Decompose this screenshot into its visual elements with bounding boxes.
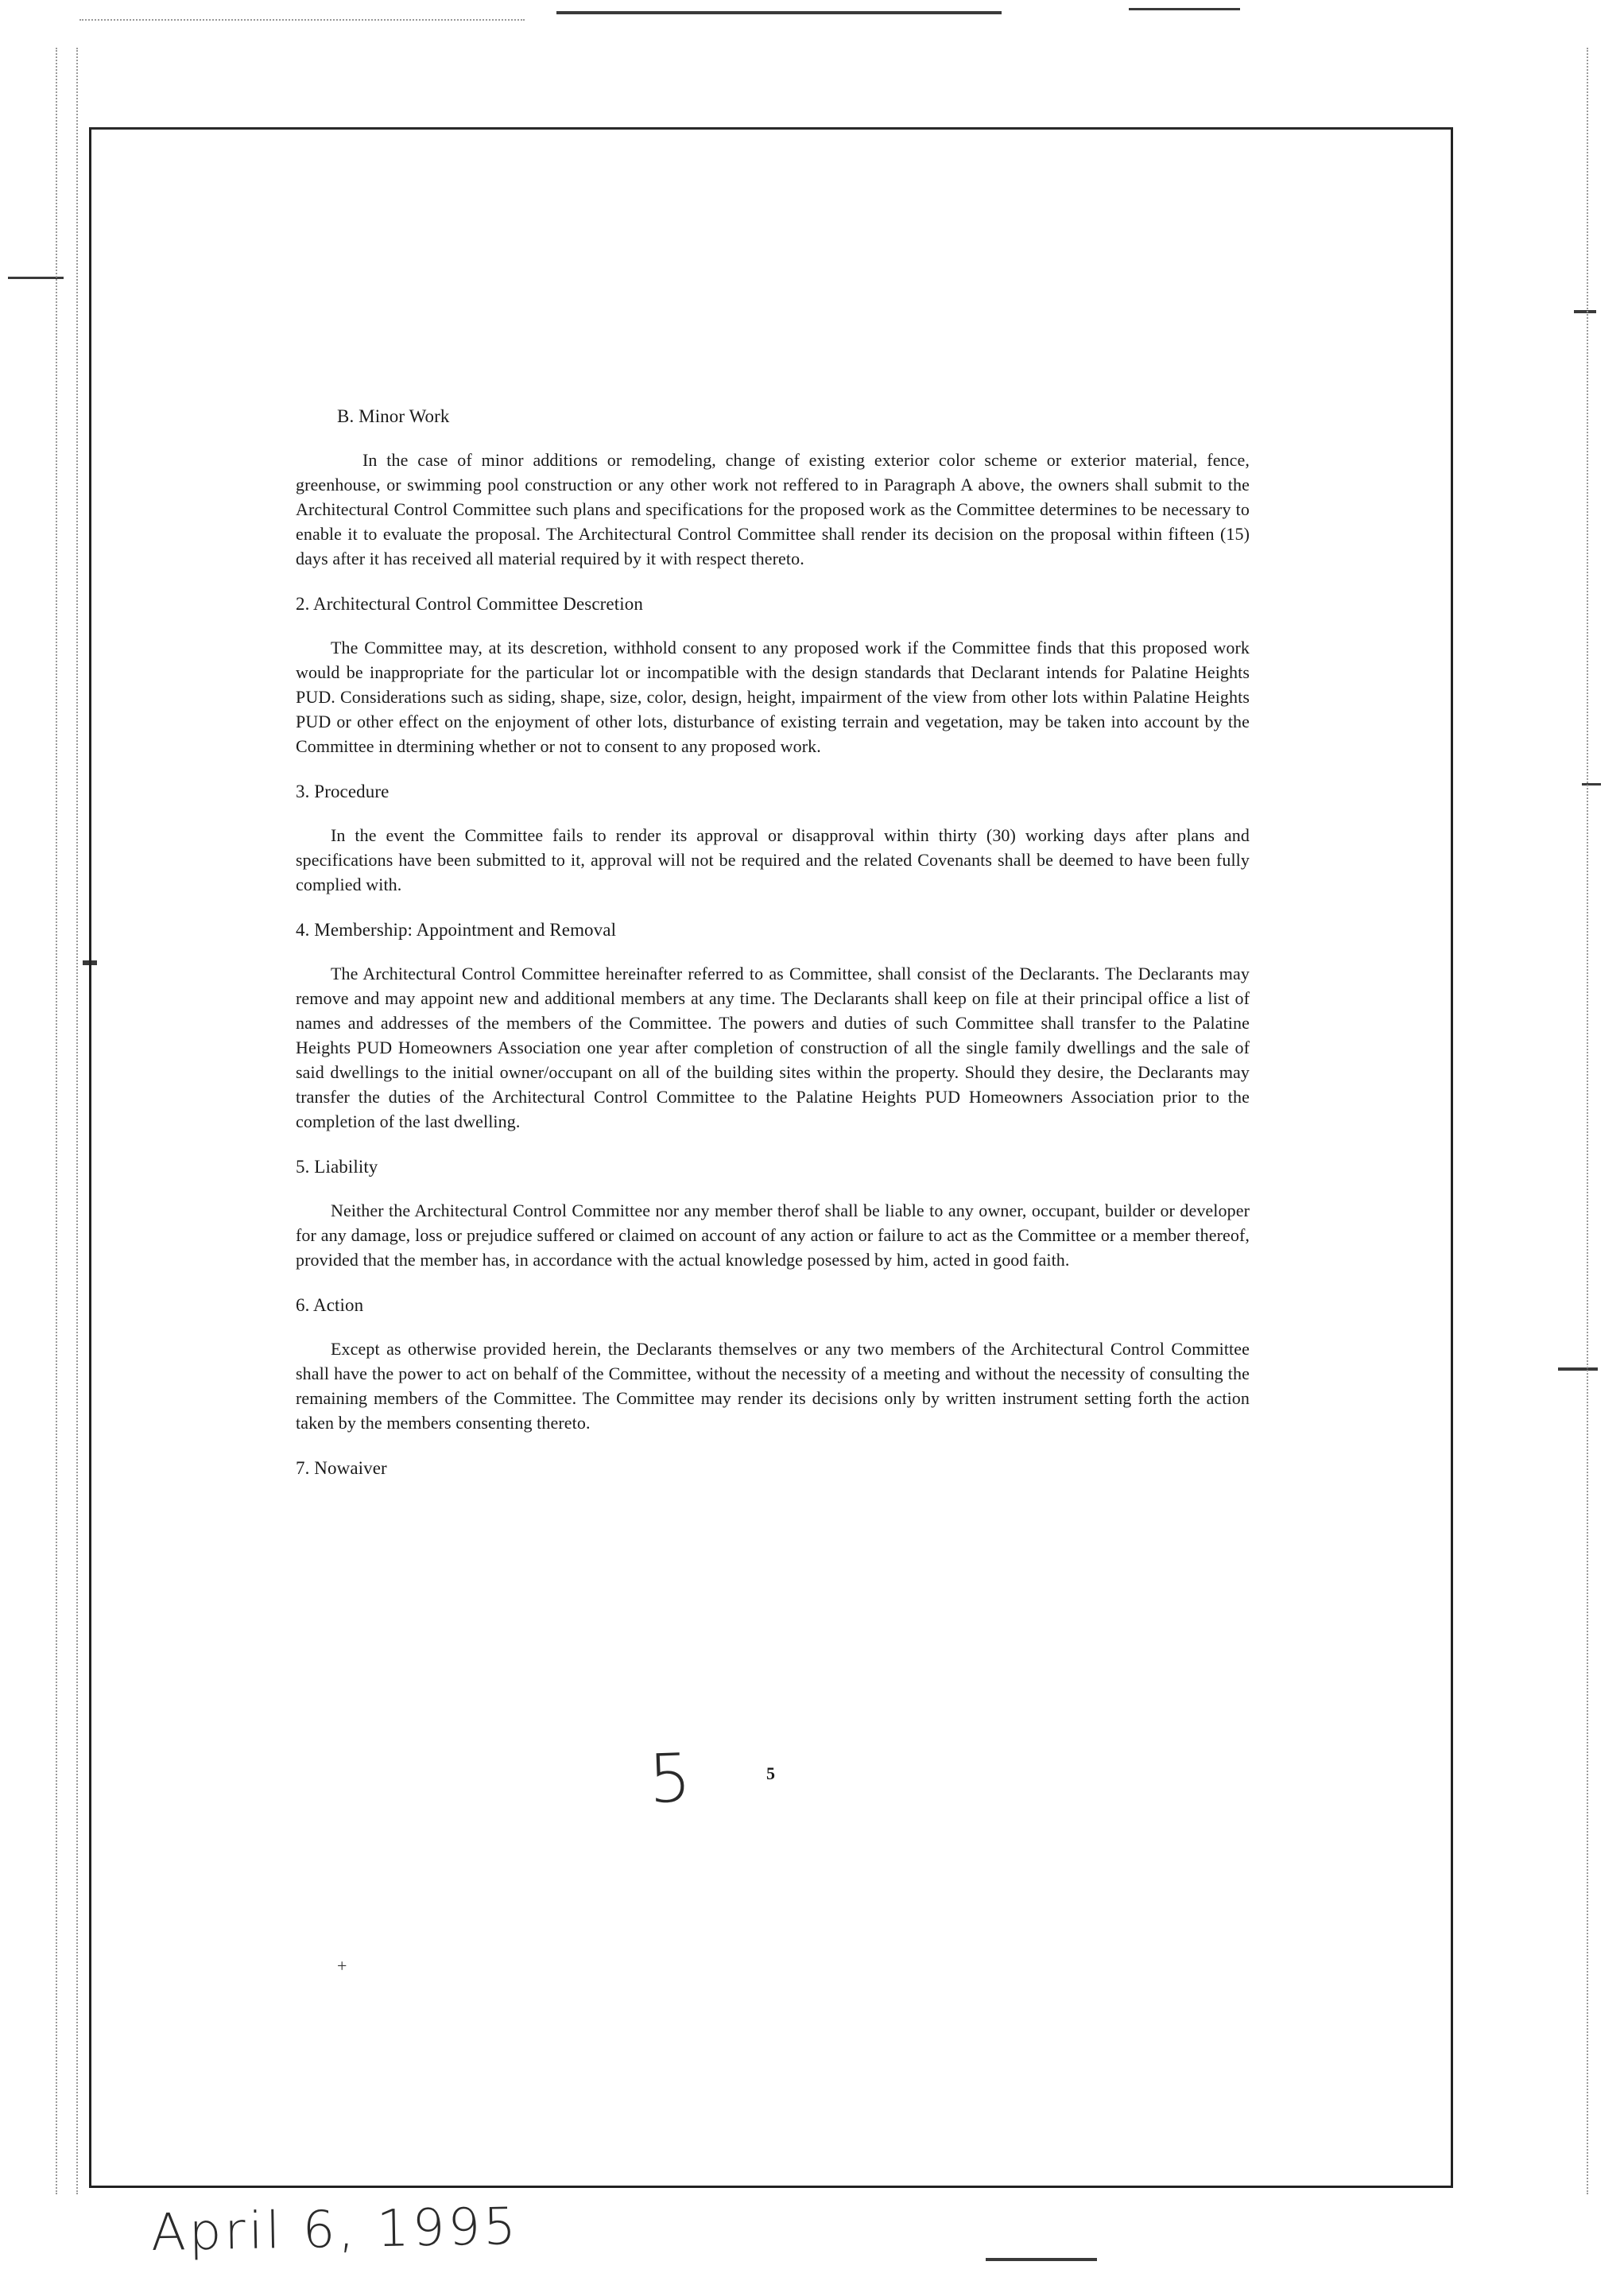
scan-dotted-top — [79, 19, 525, 21]
scan-dotted-left-2 — [76, 48, 78, 2194]
scan-artifact-plus: + — [337, 1956, 347, 1976]
section-heading-committee-descretion: 2. Architectural Control Committee Descretion — [296, 594, 643, 614]
section-heading-minor-work: B. Minor Work — [337, 406, 450, 426]
page-number-printed: 5 — [766, 1763, 775, 1783]
section-text-minor-work: In the case of minor additions or remodeling, change of existing exterior color scheme or exterior material, fence, greenhouse, or swimming pool construction or any other work not reffered to in Paragraph A above, the owners shall submit to the Architectural Control Committee such plans and specifications for the proposed work as the Committee determines to be necessary to enable it to evaluate the proposal. The Architectural Control Committee shall render its decision on the proposal within fifteen (15) days after it has received all material required by it with respect thereto. — [296, 450, 1250, 568]
page-number-handwritten: 5 — [647, 1739, 693, 1818]
section-text-committee-descretion: The Committee may, at its descretion, withhold consent to any proposed work if the Committee finds that this proposed work would be inappropriate for the particular lot or incompatible with the design standards that Declarant intends for Palatine Heights PUD. Considerations such as siding, shape, size, color, design, height, impairment of the view from other lots within Palatine Heights PUD or other effect on the enjoyment of other lots, disturbance of existing terrain and vegetation, may be taken into account by the Committee in dtermining whether or not to consent to any proposed work. — [296, 638, 1250, 756]
section-text-action: Except as otherwise provided herein, the Declarants themselves or any two members of the Architectural Control Committee shall have the power to act on behalf of the Committee, without the necessity of a meeting and without the necessity of consulting the remaining members of the Committee. The Committee may render its decisions only by written instrument setting forth the action taken by the members consenting thereto. — [296, 1339, 1250, 1433]
document-body — [296, 404, 1250, 1499]
section-heading-nowaiver: 7. Nowaiver — [296, 1458, 387, 1478]
section-heading-liability: 5. Liability — [296, 1157, 378, 1177]
scan-dotted-right — [1587, 48, 1588, 2194]
handwritten-date: April 6, 1995 — [150, 2197, 520, 2263]
scan-dotted-left — [56, 48, 57, 2194]
scan-artifact-top — [556, 11, 1002, 14]
section-text-membership: The Architectural Control Committee hereinafter referred to as Committee, shall consist of the Declarants. The Declarants may remove and may appoint new and additional members at any time. The Declarants shall keep on file at their principal office a list of names and addresses of the members of the Committee. The powers and duties of such Committee shall transfer to the Palatine Heights PUD Homeowners Association one year after completion of construction of all the single family dwellings and the sale of said dwellings to the initial owner/occupant on all of the building sites within the property. Should they desire, the Declarants may transfer the duties of the Architectural Control Committee to the Palatine Heights PUD Homeowners Association prior to the completion of the last dwelling. — [296, 964, 1250, 1131]
section-heading-membership: 4. Membership: Appointment and Removal — [296, 920, 617, 940]
section-text-liability: Neither the Architectural Control Committee nor any member therof shall be liable to any owner, occupant, builder or developer for any damage, loss or prejudice suffered or claimed on account of any action or failure to act as the Committee or a member thereof, provided that the member has, in accordance with the actual knowledge posessed by him, acted in good faith. — [296, 1201, 1250, 1270]
section-text-procedure: In the event the Committee fails to render its approval or disapproval within thirty (30) working days after plans and specifications have been submitted to it, approval will not be required and the related Covenants shall be deemed to have been fully complied with. — [296, 825, 1250, 894]
scan-artifact-right-3 — [1582, 783, 1601, 786]
scan-artifact-top-2 — [1129, 8, 1240, 10]
section-heading-procedure: 3. Procedure — [296, 782, 390, 801]
scan-artifact-bottom — [986, 2258, 1097, 2261]
section-heading-action: 6. Action — [296, 1295, 364, 1315]
scan-artifact-right-1 — [1574, 310, 1596, 313]
scan-artifact-right-2 — [1558, 1367, 1598, 1371]
